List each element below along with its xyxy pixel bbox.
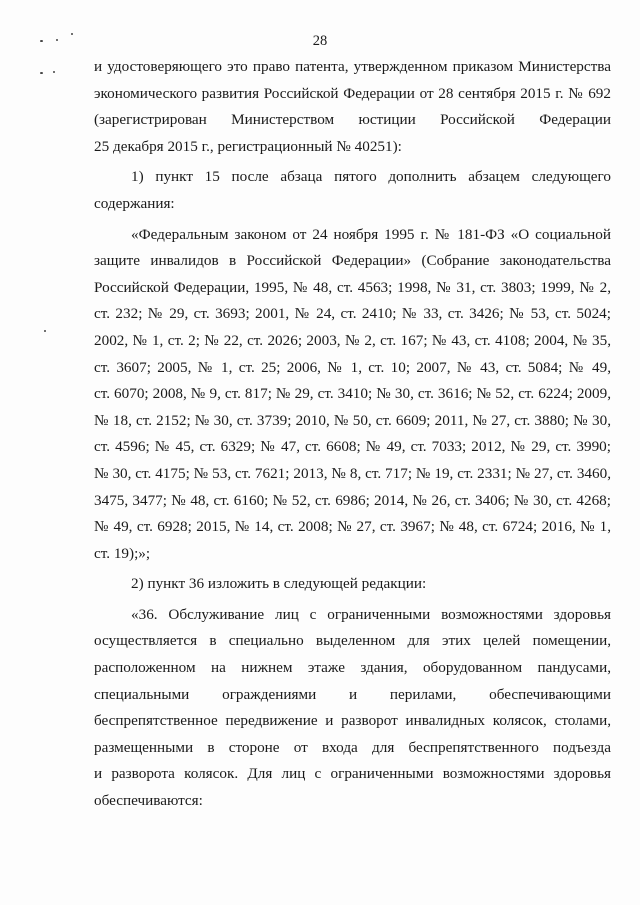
text-line: 3475, 3477; № 48, ст. 6160; № 52, ст. 6986; 2014, № 26, ст. 3406; № 30, ст. 4268;: [94, 491, 611, 509]
text-line: осуществляется в специально выделенном для этих целей помещении,: [94, 632, 611, 650]
text-line: «Федеральным законом от 24 ноября 1995 г. № 181-ФЗ «О социальной: [131, 225, 611, 243]
text-line: защите инвалидов в Российской Федерации» (Собрание законодательства: [94, 252, 611, 270]
text-line: специальными ограждениями и перилами, обеспечивающими: [94, 685, 611, 703]
text-line: ст. 3607; 2005, № 1, ст. 25; 2006, № 1, ст. 10; 2007, № 43, ст. 5084; № 49,: [94, 358, 611, 376]
paragraph-quote-1: [94, 222, 611, 568]
text-line: беспрепятственное передвижение и разворот инвалидных колясок, столами,: [94, 712, 611, 730]
text-line: ст. 232; № 29, ст. 3693; 2001, № 24, ст. 2410; № 33, ст. 3426; № 53, ст. 5024;: [94, 305, 611, 323]
text-line: ст. 6070; 2008, № 9, ст. 817; № 29, ст. 3410; № 30, ст. 3616; № 52, ст. 6224; 2009,: [94, 385, 611, 403]
text-line: размещенными в стороне от входа для беспрепятственного подъезда: [94, 738, 611, 756]
text-line: № 30, ст. 4175; № 53, ст. 7621; 2013, № 8, ст. 717; № 19, ст. 2331; № 27, ст. 3460,: [94, 464, 611, 482]
paragraph-quote-2: [94, 602, 611, 815]
text-line: 1) пункт 15 после абзаца пятого дополнить абзацем следующего: [131, 168, 611, 186]
text-line: ст. 19);»;: [94, 544, 151, 562]
text-line: 2002, № 1, ст. 2; № 22, ст. 2026; 2003, № 2, ст. 167; № 43, ст. 4108; 2004, № 35,: [94, 331, 611, 349]
text-line: и разворота колясок. Для лиц с ограниченными возможностями здоровья: [94, 765, 611, 783]
page-number: 28: [312, 33, 328, 49]
text-line: Российской Федерации, 1995, № 48, ст. 4563; 1998, № 31, ст. 3803; 1999, № 2,: [94, 278, 611, 296]
paragraph-item-1: [94, 164, 611, 217]
text-line: № 49, ст. 6928; 2015, № 14, ст. 2008; № 27, ст. 3967; № 48, ст. 6724; 2016, № 1,: [94, 518, 611, 536]
text-line: расположенном на нижнем этаже здания, оборудованном пандусами,: [94, 659, 611, 677]
text-line: 2) пункт 36 изложить в следующей редакции:: [131, 575, 427, 593]
text-line: экономического развития Российской Федерации от 28 сентября 2015 г. № 692: [94, 84, 611, 102]
text-line: и удостоверяющего это право патента, утвержденном приказом Министерства: [94, 58, 611, 75]
paragraph-item-2: [94, 571, 611, 598]
paragraph-intro: [94, 54, 611, 160]
document-body: [94, 54, 611, 815]
text-line: ст. 4596; № 45, ст. 6329; № 47, ст. 6608; № 49, ст. 7033; 2012, № 29, ст. 3990;: [94, 438, 611, 456]
text-line: «36. Обслуживание лиц с ограниченными возможностями здоровья: [131, 605, 611, 623]
text-line: (зарегистрирован Министерством юстиции Российской Федерации: [94, 111, 611, 129]
text-line: 25 декабря 2015 г., регистрационный № 40251):: [94, 137, 402, 155]
text-line: обеспечиваются:: [94, 792, 203, 810]
text-line: № 18, ст. 2152; № 30, ст. 3739; 2010, № 50, ст. 6609; 2011, № 27, ст. 3880; № 30,: [94, 411, 611, 429]
text-line: содержания:: [94, 194, 175, 212]
